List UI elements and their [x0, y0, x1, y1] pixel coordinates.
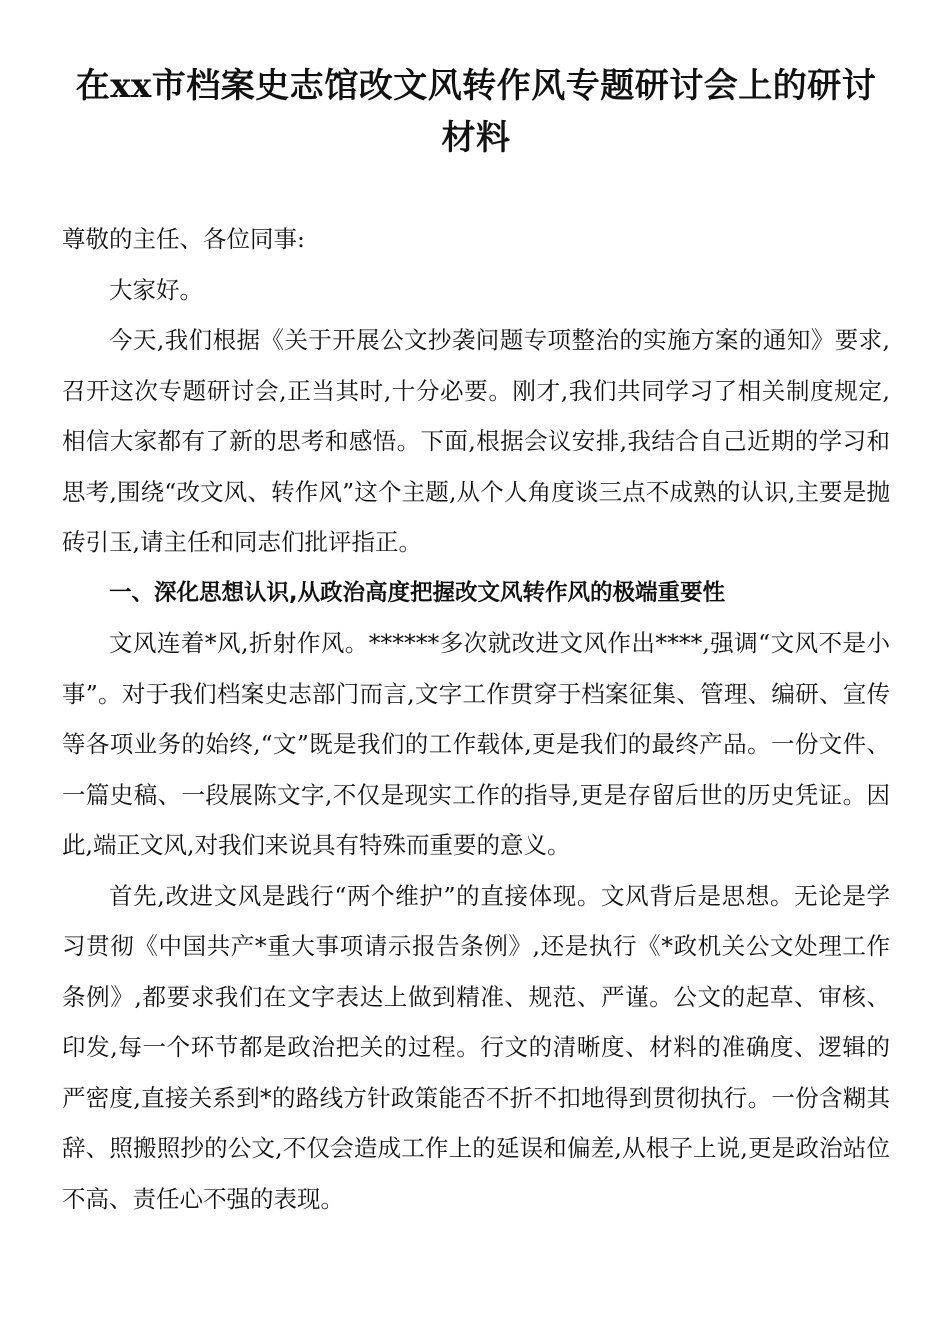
greeting: 大家好。	[109, 275, 203, 304]
document-body	[62, 214, 890, 1224]
section-paragraph: 首先,改进文风是践行“两个维护”的直接体现。文风背后是思想。无论是学习贯彻《中国共产*重大事项请示报告条例》,还是执行《*政机关公文处理工作条例》,都要求我们在文字表达上做到精准、规范、严谨。公文的起草、审核、印发,每一个环节都是政治把关的过程。行文的清晰度、材料的准确度、逻辑的严密度,直接关系到*的路线方针政策能否不折不扣地得到贯彻执行。一份含糊其辞、照搬照抄的公文,不仅会造成工作上的延误和偏差,从根子上说,更是政治站位不高、责任心不强的表现。	[62, 881, 890, 1213]
document-page	[62, 60, 890, 1224]
section-paragraph: 文风连着*风,折射作风。******多次就改进文风作出****,强调“文风不是小事”。对于我们档案史志部门而言,文字工作贯穿于档案征集、管理、编研、宣传等各项业务的始终,“文”既是我们的工作载体,更是我们的最终产品。一份文件、一篇史稿、一段展陈文字,不仅是现实工作的指导,更是存留后世的历史凭证。因此,端正文风,对我们来说具有特殊而重要的意义。	[62, 629, 890, 859]
salutation: 尊敬的主任、各位同事:	[62, 225, 305, 253]
intro-paragraph: 今天,我们根据《关于开展公文抄袭问题专项整治的实施方案的通知》要求,召开这次专题研讨会,正当其时,十分必要。刚才,我们共同学习了相关制度规定,相信大家都有了新的思考和感悟。下面,根据会议安排,我结合自己近期的学习和思考,围绕“改文风、转作风”这个主题,从个人角度谈三点不成熟的认识,主要是抛砖引玉,请主任和同志们批评指正。	[62, 326, 890, 556]
document-title: 在xx市档案史志馆改文风转作风专题研讨会上的研讨材料	[75, 66, 877, 158]
section-heading: 一、深化思想认识,从政治高度把握改文风转作风的极端重要性	[109, 579, 726, 606]
